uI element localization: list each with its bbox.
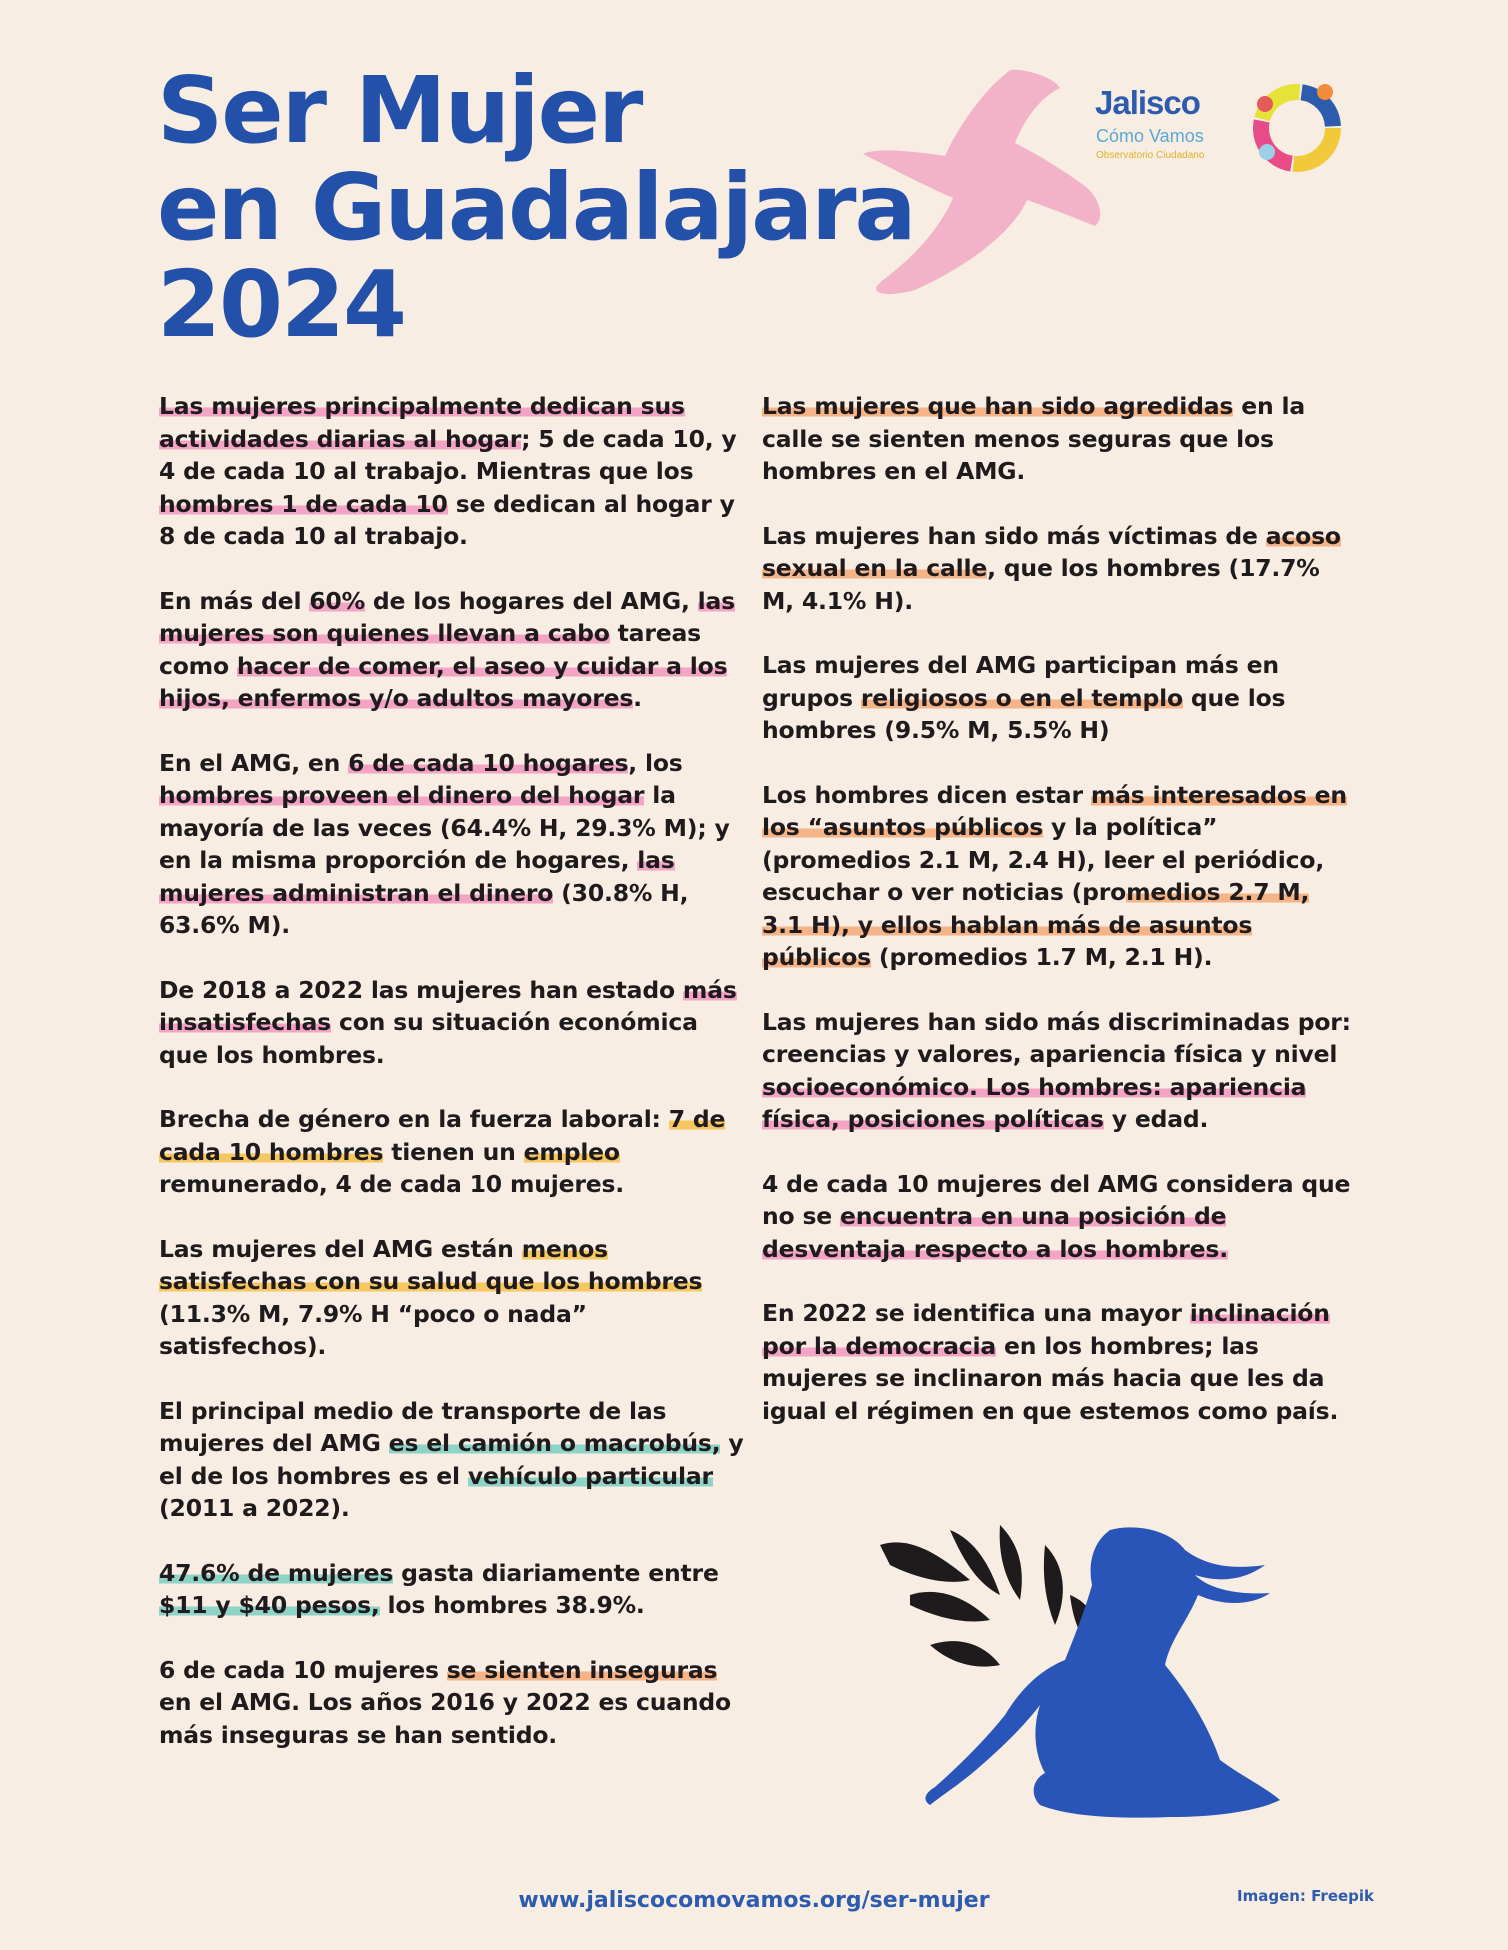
highlighted-text: empleo xyxy=(523,1137,620,1166)
highlighted-text: las mujeres administran el dinero xyxy=(159,846,675,907)
highlighted-text: 6 de cada 10 hogares xyxy=(348,748,629,777)
right-paragraph xyxy=(762,779,1352,974)
paragraph-text: Las mujeres han sido más víctimas de xyxy=(762,521,1266,550)
paragraph-text: 6 de cada 10 mujeres xyxy=(159,1655,447,1684)
paragraph-text: de los hogares del AMG, xyxy=(364,586,698,615)
footer-url[interactable]: www.jaliscocomovamos.org/ser-mujer xyxy=(518,1888,990,1913)
highlighted-text: hacer de comer, el aseo y cuidar a los hijos, enfermos y/o adultos mayores xyxy=(159,651,728,712)
paragraph-text: tienen un xyxy=(383,1137,524,1166)
image-credit: Imagen: Freepik xyxy=(1237,1887,1375,1905)
highlighted-text: más interesados en los “asuntos públicos xyxy=(762,780,1347,841)
paragraph-text: (30.8% H, 63.6% M). xyxy=(159,878,689,939)
paragraph-text: , que los hombres (17.7% M, 4.1% H). xyxy=(762,554,1320,615)
right-paragraph xyxy=(762,649,1352,747)
highlighted-text: las mujeres son quienes llevan a cabo xyxy=(159,586,735,647)
logo-name: Jalisco xyxy=(1095,84,1200,121)
paragraph-text: ; 5 de cada 10, y 4 de cada 10 al trabajo. Mientras que los xyxy=(159,424,737,485)
left-paragraph xyxy=(159,1654,749,1752)
highlighted-text: 7 de cada 10 hombres xyxy=(159,1105,726,1166)
paragraph-text: gasta diariamente entre xyxy=(393,1558,719,1587)
right-paragraph xyxy=(762,390,1352,488)
highlighted-text: encuentra en una posición de desventaja respecto a los hombres. xyxy=(762,1202,1228,1263)
highlighted-text: hombres proveen el dinero del hogar xyxy=(159,781,645,809)
paragraph-text: la mayoría de las veces (64.4% H, 29.3% M); y en la misma proporción de hogares, xyxy=(159,781,730,874)
highlighted-text: Las mujeres principalmente dedican sus actividades diarias al hogar xyxy=(159,392,685,453)
highlighted-text: vehículo particular xyxy=(467,1461,713,1490)
paragraph-text: Las mujeres han sido más discriminadas por: creencias y valores, apariencia física y nivel xyxy=(762,1007,1351,1068)
paragraph-text: en los hombres; las mujeres se inclinaron más hacia que les da igual el régimen en que estemos como país. xyxy=(762,1331,1339,1425)
paragraph-text: (promedios 1.7 M, 2.1 H). xyxy=(870,943,1213,971)
highlighted-text: más insatisfechas xyxy=(159,975,737,1036)
paragraph-text: (11.3% M, 7.9% H “poco o nada” satisfechos). xyxy=(159,1299,587,1360)
right-column xyxy=(762,390,1352,1459)
paragraph-text: con su situación económica que los hombres. xyxy=(159,1008,698,1069)
paragraph-text: De 2018 a 2022 las mujeres han estado xyxy=(159,975,683,1004)
title-line-2: en Guadalajara xyxy=(157,154,915,261)
highlighted-text: 47.6% de mujeres xyxy=(159,1558,394,1587)
seated-woman-illustration xyxy=(870,1525,1350,1830)
logo-subtitle: Cómo Vamos xyxy=(1096,126,1204,146)
logo-ring-icon xyxy=(1247,78,1347,178)
page-title xyxy=(157,57,915,358)
paragraph-text: En más del xyxy=(159,586,310,615)
highlighted-text: $11 y $40 pesos, xyxy=(159,1591,380,1619)
paragraph-text: Las mujeres del AMG participan más en grupos xyxy=(762,651,1279,712)
highlighted-text: es el camión o macrobús, xyxy=(388,1429,721,1457)
highlighted-text: religiosos o en el templo xyxy=(860,683,1183,712)
highlighted-text: medios 2.7 M, 3.1 H), y ellos hablan más de asuntos públicos xyxy=(762,878,1310,971)
paragraph-text: y edad. xyxy=(1103,1105,1209,1133)
highlighted-text: Las mujeres que han sido agredidas xyxy=(762,392,1234,420)
title-line-3: 2024 xyxy=(157,251,406,358)
paragraph-text: los hombres 38.9%. xyxy=(379,1591,645,1619)
pink-bird-icon xyxy=(855,58,1105,298)
paragraph-text: (2011 a 2022). xyxy=(159,1494,350,1522)
paragraph-text: tareas como xyxy=(159,619,701,680)
right-paragraph xyxy=(762,520,1352,618)
jalisco-como-vamos-logo xyxy=(1095,78,1350,178)
paragraph-text: Los hombres dicen estar xyxy=(762,780,1091,809)
paragraph-text: . xyxy=(633,684,642,712)
left-paragraph xyxy=(159,747,749,942)
left-paragraph xyxy=(159,1103,749,1201)
paragraph-text: en la calle se sienten menos seguras que los hombres en el AMG. xyxy=(762,392,1305,485)
highlighted-text: 60% xyxy=(309,586,365,615)
paragraph-text: se dedican al hogar y 8 de cada 10 al trabajo. xyxy=(159,489,735,550)
logo-tagline: Observatorio Ciudadano xyxy=(1096,150,1205,161)
left-paragraph xyxy=(159,1557,749,1622)
left-paragraph xyxy=(159,974,749,1072)
highlighted-text: se sienten inseguras xyxy=(446,1655,718,1684)
highlighted-text: inclinación por la democracia xyxy=(762,1299,1330,1360)
title-line-1: Ser Mujer xyxy=(157,57,642,164)
paragraph-text: 4 de cada 10 mujeres del AMG considera que no se xyxy=(762,1169,1351,1230)
paragraph-text: En 2022 se identifica una mayor xyxy=(762,1299,1190,1327)
highlighted-text: menos satisfechas con su salud que los hombres xyxy=(159,1234,703,1295)
paragraph-text: en el AMG. Los años 2016 y 2022 es cuando más inseguras se han sentido. xyxy=(159,1688,731,1749)
highlighted-text: hombres 1 de cada 10 xyxy=(159,489,448,518)
left-paragraph xyxy=(159,1395,749,1525)
left-paragraph xyxy=(159,390,749,553)
paragraph-text: Las mujeres del AMG están xyxy=(159,1234,522,1263)
paragraph-text: En el AMG, en xyxy=(159,748,349,777)
highlighted-text: socioeconómico. Los hombres: apariencia física, posiciones políticas xyxy=(762,1072,1307,1133)
right-paragraph xyxy=(762,1168,1352,1266)
left-paragraph xyxy=(159,585,749,715)
left-paragraph xyxy=(159,1233,749,1363)
paragraph-text: remunerado, 4 de cada 10 mujeres. xyxy=(159,1170,624,1198)
paragraph-text: que los hombres (9.5% M, 5.5% H) xyxy=(762,683,1286,744)
left-column xyxy=(159,390,749,1783)
paragraph-text: Brecha de género en la fuerza laboral: xyxy=(159,1105,669,1133)
paragraph-text: y el de los hombres es el xyxy=(159,1429,744,1490)
right-paragraph xyxy=(762,1297,1352,1427)
highlighted-text: acoso sexual en la calle xyxy=(762,521,1341,582)
right-paragraph xyxy=(762,1006,1352,1136)
paragraph-text: y la política” (promedios 2.1 M, 2.4 H), leer el periódico, escuchar o ver noticias (pro xyxy=(762,813,1325,906)
paragraph-text: , los xyxy=(628,748,683,777)
paragraph-text: El principal medio de transporte de las mujeres del AMG xyxy=(159,1396,667,1457)
